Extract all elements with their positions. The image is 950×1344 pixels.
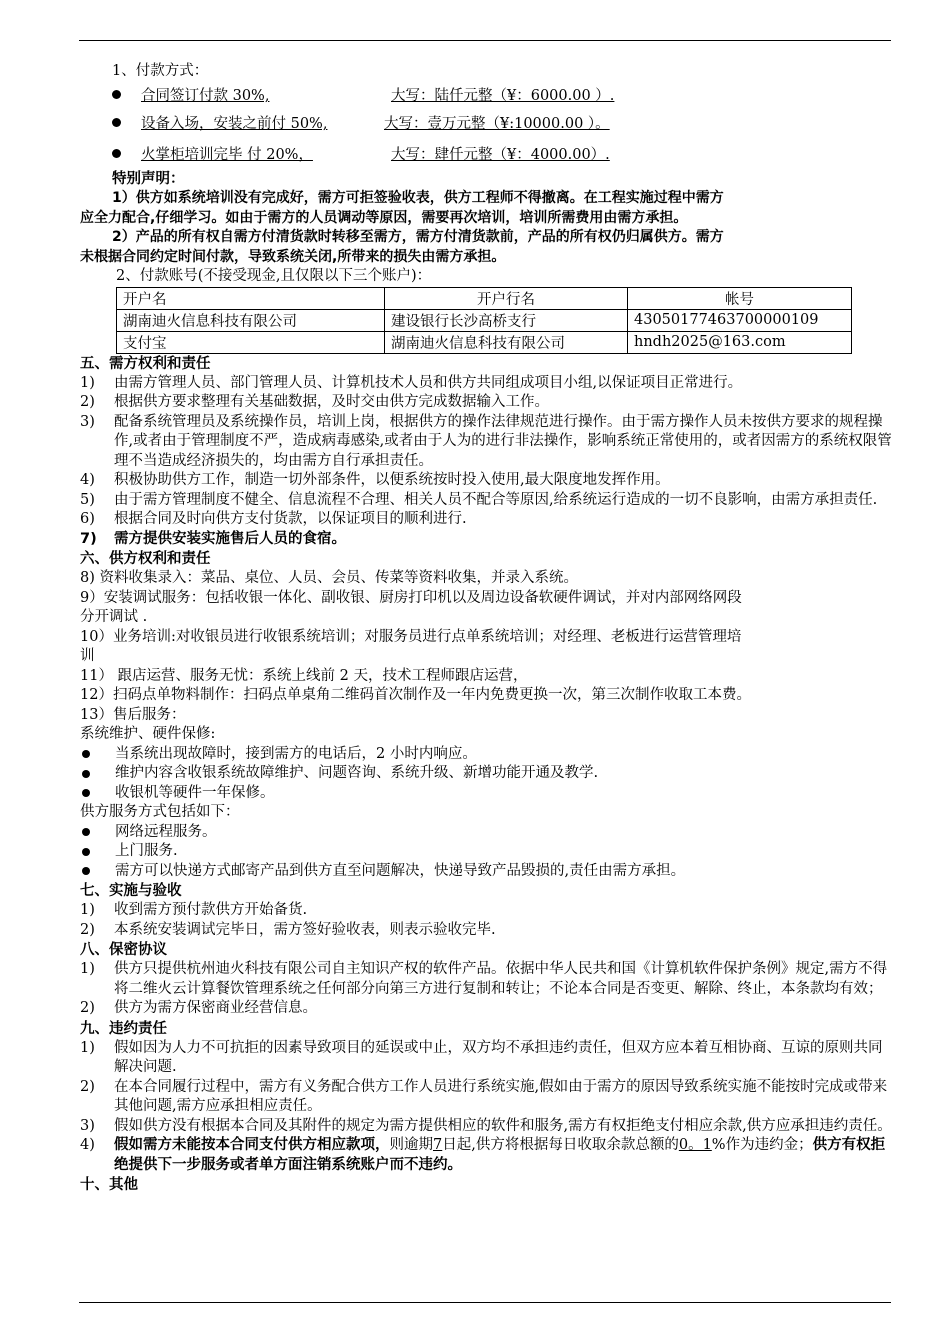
item-text: 由需方管理人员、部门管理人员、计算机技术人员和供方共同组成项目小组,以保证项目正常进行。 <box>114 374 743 391</box>
service-line: 12）扫码点单物料制作：扫码点单桌角二维码首次制作及一年内免费更换一次，第三次制作收取工本费。 <box>80 687 751 703</box>
list-item <box>80 823 892 843</box>
item-text: 收到需方预付款供方开始备货. <box>114 902 308 918</box>
section-title: 七、实施与验收 <box>80 883 182 899</box>
bullet-icon <box>112 149 121 158</box>
item-text: 维护内容含收银系统故障维护、问题咨询、系统升级、新增功能开通及教学. <box>115 765 599 781</box>
item-number: 1) <box>80 902 95 918</box>
payment-left: 合同签订付款 30%, <box>141 88 270 104</box>
item-text-part: 日起,供方将根据每日收取余款总额的 <box>442 1137 679 1153</box>
payment-left: 设备入场，安装之前付 50%, <box>141 116 328 132</box>
maintenance-heading: 系统维护、硬件保修: <box>80 726 216 742</box>
special-p2b: 未根据合同约定时间付款，导致系统关闭,所带来的损失由需方承担。 <box>80 248 506 265</box>
item-text-bold: 供方有权拒绝提供下一步服务或者单方面注销系统账户而不违约。 <box>114 1137 886 1173</box>
item-number: 3) <box>80 413 95 430</box>
list-item <box>80 764 892 784</box>
table-cell: 支付宝 <box>117 331 385 353</box>
service-mode-heading: 供方服务方式包括如下： <box>80 804 240 820</box>
list-item <box>80 921 892 941</box>
item-text-bold: 假如需方未能按本合同支付供方相应款项， <box>114 1137 390 1153</box>
list-item <box>80 471 892 491</box>
table-cell: 建设银行长沙高桥支行 <box>385 309 628 331</box>
list-item <box>80 784 892 804</box>
item-number: 2) <box>80 921 95 938</box>
table-row <box>117 309 852 331</box>
service-line: 10）业务培训:对收银员进行收银系统培训；对服务员进行点单系统培训；对经理、老板进行运营管理培 <box>80 628 742 645</box>
bullet-icon <box>82 770 90 778</box>
account-heading: 2、付款账号(不接受现金,且仅限以下三个账户)： <box>116 268 432 284</box>
table-cell: 43050177463700000109 <box>628 309 852 331</box>
section-title: 八、保密协议 <box>80 942 167 958</box>
list-item <box>80 1117 892 1137</box>
item-text-underlined: 7 <box>433 1137 443 1153</box>
item-number: 1) <box>80 374 95 391</box>
item-text: 配备系统管理员及系统操作员，培训上岗，根据供方的操作法律规范进行操作。由于需方操作人员未按供方要求的规程操作,或者由于管理制度不严，造成病毒感染,或者由于人为的进行非法操作，影响系统正常使用的，或者因需方的系统权限管理不当造成经济损失的，均由需方自行承担责任。 <box>114 413 892 469</box>
item-text: 需方提供安装实施售后人员的食宿。 <box>114 530 346 547</box>
item-text: 收银机等硬件一年保修。 <box>115 784 275 801</box>
item-number: 1) <box>80 1039 95 1056</box>
item-text: 根据供方要求整理有关基础数据，及时交由供方完成数据输入工作。 <box>114 394 549 410</box>
special-p1b: 应全力配合,仔细学习。如由于需方的人员调动等原因，需要再次培训，培训所需费用由需方承担。 <box>80 209 688 226</box>
list-item <box>80 901 892 921</box>
item-text: 假如因为人力不可抗拒的因素导致项目的延误或中止，双方均不承担违约责任，但双方应本着互相协商、互谅的原则共同解决问题. <box>114 1039 883 1075</box>
bullet-icon <box>82 750 90 758</box>
section-title: 五、需方权利和责任 <box>80 355 211 372</box>
table-header-row <box>117 287 852 309</box>
table-cell: hndh2025@163.com <box>628 331 852 353</box>
table-header: 开户行名 <box>385 287 628 309</box>
bullet-icon <box>112 90 121 99</box>
item-text: 供方只提供杭州迪火科技有限公司自主知识产权的软件产品。依据中华人民共和国《计算机软件保护条例》规定,需方不得将二维火云计算餐饮管理系统之任何部分向第三方进行复制和转让；不论本合同是否变更、解除、终止，本条款均有效； <box>114 961 888 997</box>
list-item <box>80 1078 892 1117</box>
list-item <box>80 510 892 530</box>
item-text-part: %作为 <box>711 1137 755 1153</box>
service-line: 13）售后服务： <box>80 706 186 723</box>
item-number: 2) <box>80 1078 95 1095</box>
payment-heading: 1、付款方式： <box>112 63 209 79</box>
bullet-icon <box>82 828 90 836</box>
list-item <box>80 862 892 882</box>
special-p2a: 2）产品的所有权自需方付清货款时转移至需方，需方付清货款前，产品的所有权仍归属供方。需方 <box>112 229 724 245</box>
item-text: 假如供方没有根据本合同及其附件的规定为需方提供相应的软件和服务,需方有权拒绝支付相应余款,供方应承担违约责任。 <box>114 1117 892 1134</box>
item-text: 由于需方管理制度不健全、信息流程不合理、相关人员不配合等原因,给系统运行造成的一切不良影响，由需方承担责任. <box>114 491 878 508</box>
item-number: 4) <box>80 472 95 488</box>
item-text: 在本合同履行过程中，需方有义务配合供方工作人员进行系统实施,假如由于需方的原因导致系统实施不能按时完成或带来其他问题,需方应承担相应责任。 <box>114 1078 888 1114</box>
item-number: 4) <box>80 1137 95 1153</box>
item-number: 1) <box>80 961 95 977</box>
table-row <box>117 331 852 353</box>
item-number: 3) <box>80 1117 95 1134</box>
section-title: 九、违约责任 <box>80 1020 167 1037</box>
list-item <box>80 1039 892 1078</box>
payment-item-2 <box>80 108 892 138</box>
contract-page <box>80 62 892 1195</box>
list-item <box>80 374 892 394</box>
bottom-rule <box>79 1302 891 1303</box>
item-text: 供方为需方保密商业经营信息。 <box>114 1000 317 1016</box>
item-number: 7) <box>80 530 97 547</box>
special-p1a: 1）供方如系统培训没有完成好，需方可拒签验收表，供方工程师不得撤离。在工程实施过程中需方 <box>112 190 724 206</box>
list-item <box>80 530 892 550</box>
list-item <box>80 745 892 765</box>
item-text-part: 违约金； <box>754 1137 813 1153</box>
table-header: 帐号 <box>628 287 852 309</box>
payment-right: 大写：肆仟元整（¥：4000.00）. <box>391 147 610 163</box>
account-table <box>116 287 852 354</box>
payment-right: 大写：壹万元整（¥:10000.00 ）。 <box>384 116 610 132</box>
bullet-icon <box>82 789 90 797</box>
bullet-icon <box>112 118 121 127</box>
special-title: 特别声明： <box>112 170 185 187</box>
service-line: 分开调试 . <box>80 609 148 625</box>
payment-item-1 <box>80 82 892 108</box>
payment-left: 火掌柜培训完毕 付 20%， <box>141 147 313 163</box>
service-line: 9）安装调试服务：包括收银一体化、副收银、厨房打印机以及周边设备软硬件调试，并对内部网络网段 <box>80 589 742 606</box>
table-cell: 湖南迪火信息科技有限公司 <box>117 309 385 331</box>
service-line: 8) 资料收集录入：菜品、桌位、人员、会员、传菜等资料收集，并录入系统。 <box>80 570 578 586</box>
list-item <box>80 999 892 1019</box>
item-text: 根据合同及时向供方支付货款，以保证项目的顺利进行. <box>114 511 467 527</box>
item-text: 需方可以快递方式邮寄产品到供方直至问题解决，快递导致产品毁损的,责任由需方承担。 <box>115 862 686 879</box>
payment-right: 大写：陆仟元整（¥：6000.00 ）. <box>391 88 615 104</box>
item-text <box>114 1136 892 1175</box>
bullet-icon <box>82 867 90 875</box>
item-number: 2) <box>80 1000 95 1016</box>
section-title: 六、供方权利和责任 <box>80 551 211 567</box>
item-text-part: 则逾期 <box>389 1137 433 1153</box>
item-number: 5) <box>80 491 95 508</box>
list-item <box>80 491 892 511</box>
list-item <box>80 393 892 413</box>
table-cell: 湖南迪火信息科技有限公司 <box>385 331 628 353</box>
item-text: 积极协助供方工作，制造一切外部条件，以便系统按时投入使用,最大限度地发挥作用。 <box>114 472 670 488</box>
service-line: 训 <box>80 648 95 664</box>
item-number: 2) <box>80 394 95 410</box>
top-rule <box>79 40 891 41</box>
item-number: 6) <box>80 511 95 527</box>
table-header: 开户名 <box>117 287 385 309</box>
item-text: 本系统安装调试完毕日，需方签好验收表，则表示验收完毕. <box>114 921 496 938</box>
item-text: 上门服务. <box>115 843 178 859</box>
list-item <box>80 842 892 862</box>
bullet-icon <box>82 848 90 856</box>
list-item <box>80 413 892 472</box>
list-item <box>80 1136 892 1175</box>
service-line: 11） 跟店运营、服务无忧：系统上线前 2 天，技术工程师跟店运营， <box>80 667 528 684</box>
item-text: 网络远程服务。 <box>115 823 217 840</box>
list-item <box>80 960 892 999</box>
payment-item-3 <box>80 138 892 170</box>
item-text: 当系统出现故障时，接到需方的电话后，2 小时内响应。 <box>115 745 477 762</box>
item-text-underlined: 0。1 <box>678 1137 712 1153</box>
section-title: 十、其他 <box>80 1177 138 1193</box>
